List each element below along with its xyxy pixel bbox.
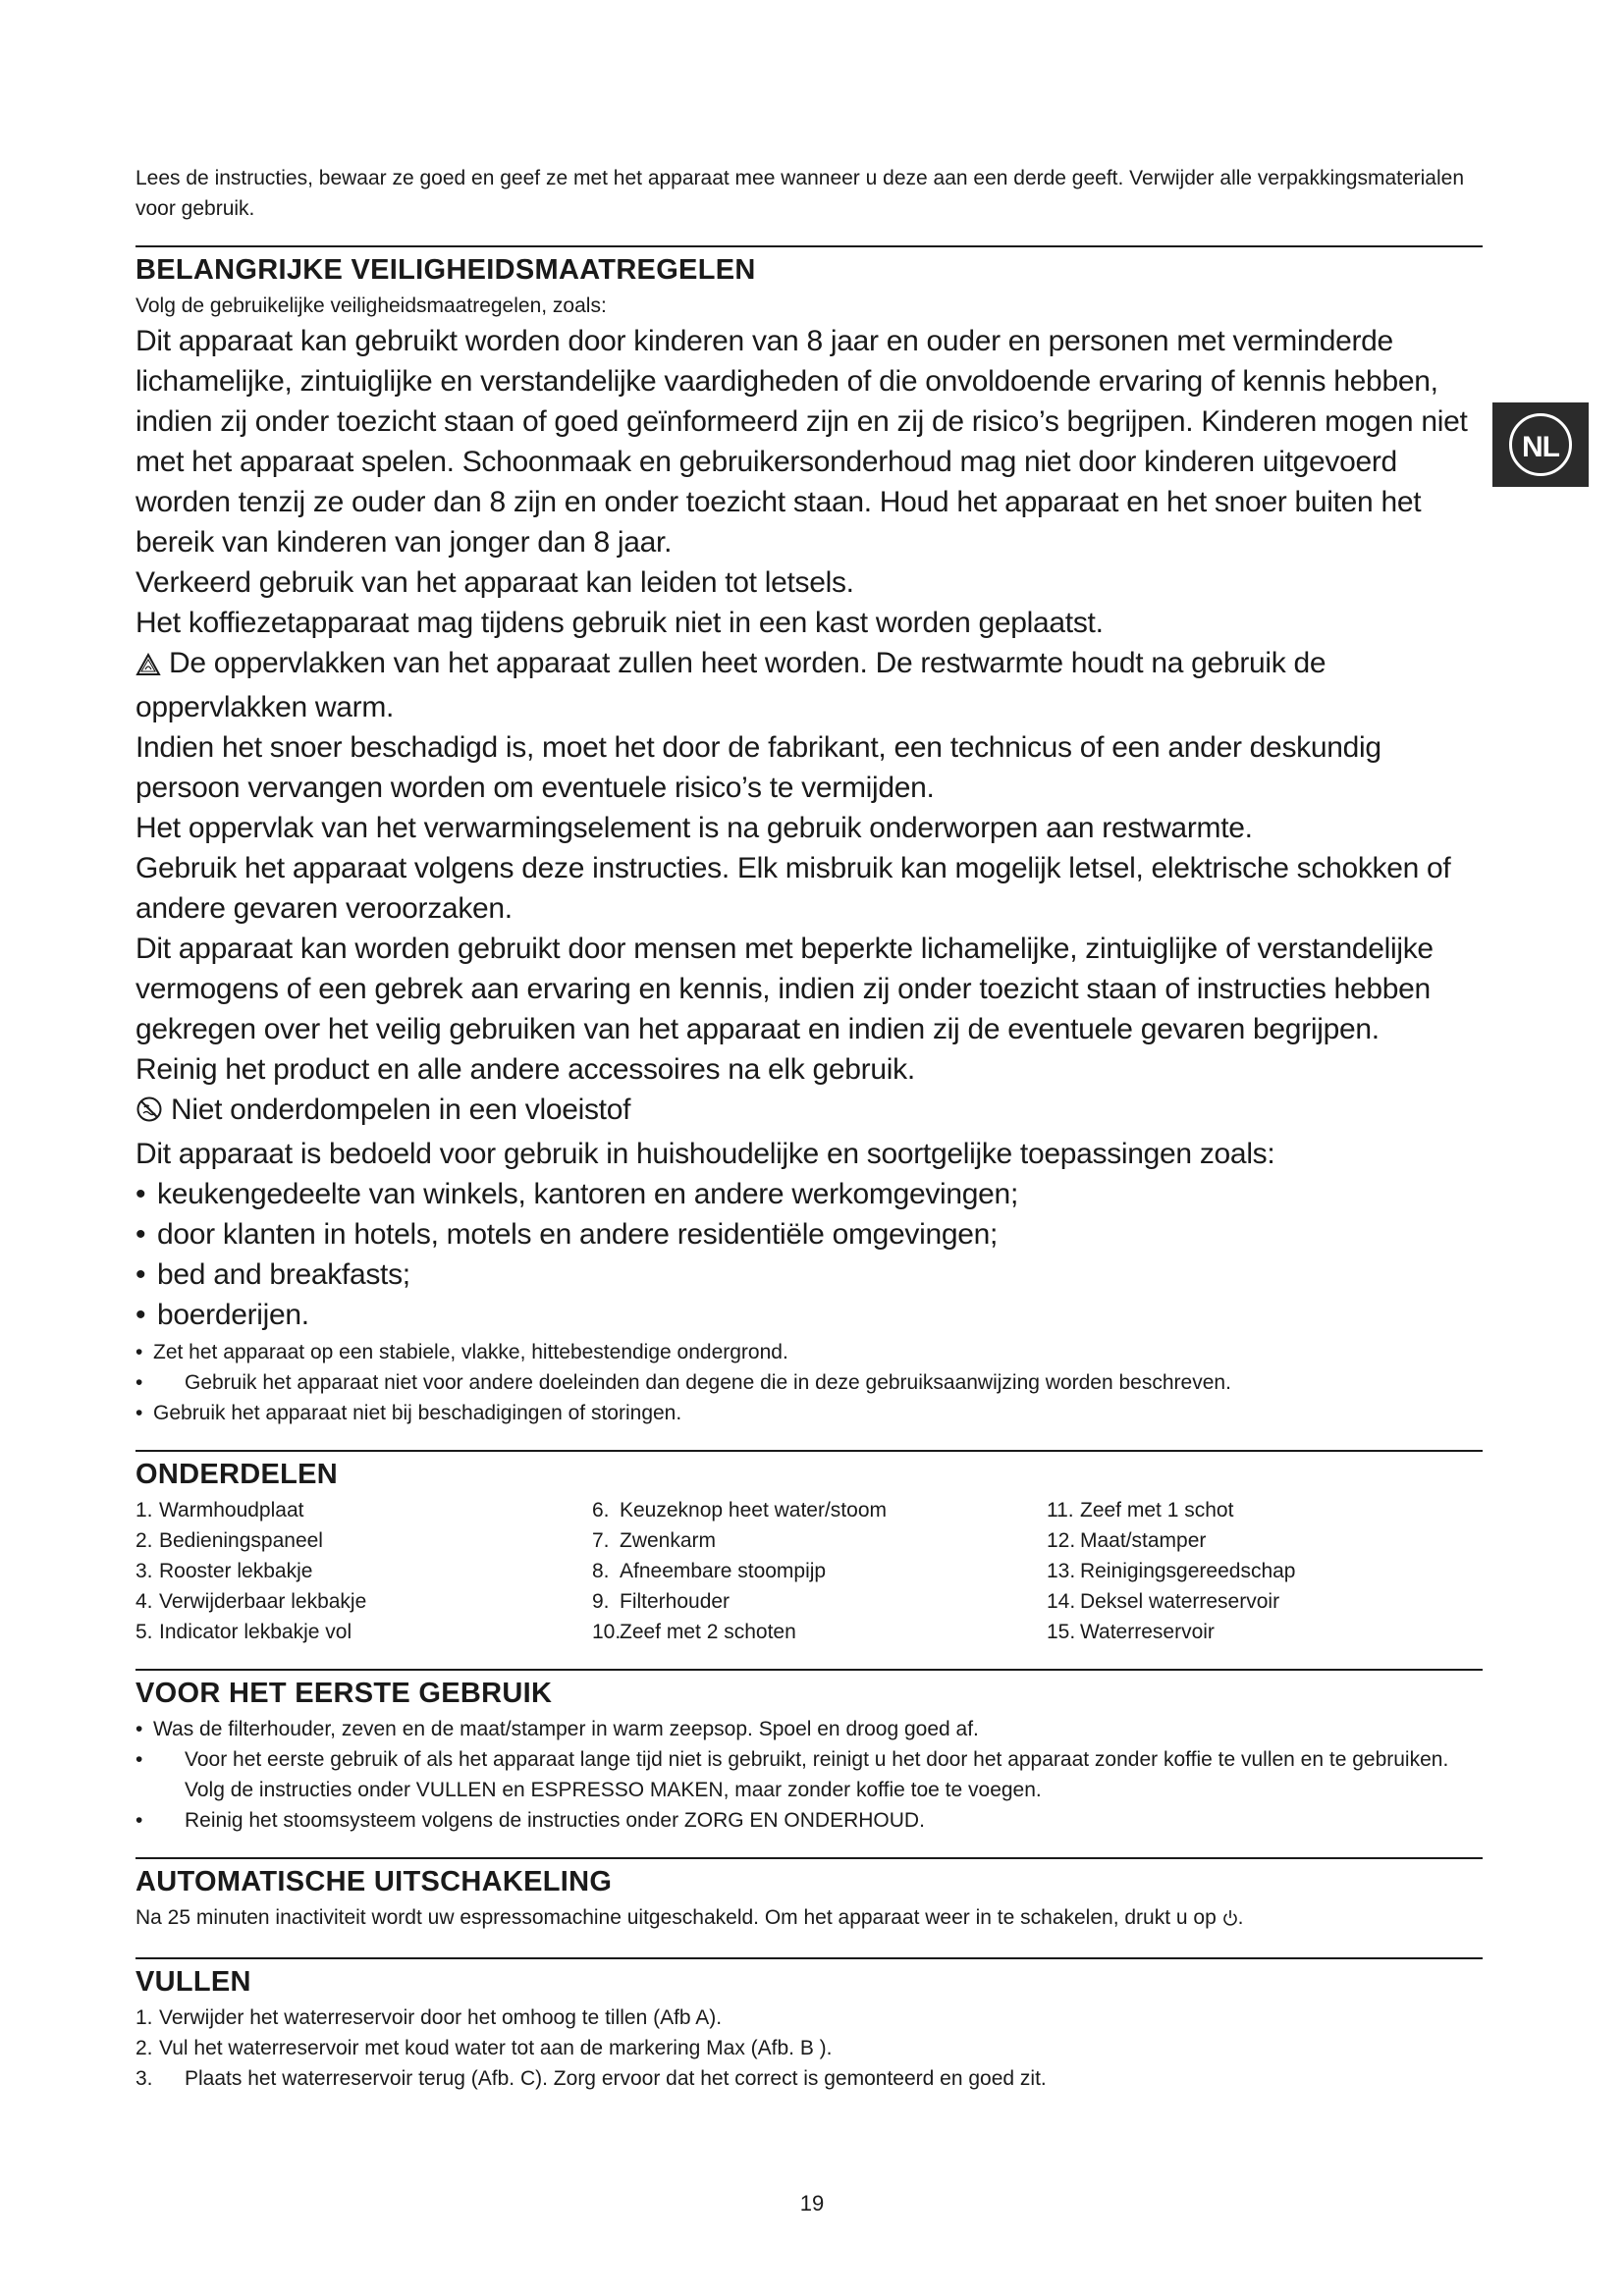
safety-paragraph: Gebruik het apparaat volgens deze instructies. Elk misbruik kan mogelijk letsel, elektrische schokken of andere gevaren veroorzaken.: [135, 852, 1451, 925]
document-page: [135, 163, 1483, 2094]
list-item: 5. Indicator lekbakje vol: [135, 1621, 352, 1643]
parts-column: [592, 1495, 1047, 1647]
list-item: 4. Verwijderbaar lekbakje: [135, 1590, 367, 1613]
language-tab: [1492, 402, 1589, 487]
auto-off-title: AUTOMATISCHE UITSCHAKELING: [135, 1866, 613, 1897]
safety-body: [135, 321, 1483, 1335]
list-item: • Voor het eerste gebruik of als het apparaat lange tijd niet is gebruikt, reinigt u het door het apparaat zonder koffie te vullen en te gebruiken. Volg de instructies onder VULLEN en ESPRESSO MAKEN, maar zonder koffie toe te voegen.: [135, 1744, 1483, 1805]
safety-paragraph: Niet onderdompelen in een vloeistof: [135, 1090, 1483, 1134]
safety-title: BELANGRIJKE VEILIGHEIDSMAATREGELEN: [135, 254, 756, 286]
list-item: • keukengedeelte van winkels, kantoren en andere werkomgevingen;: [135, 1174, 1483, 1214]
list-item: 2. Bedieningspaneel: [135, 1529, 323, 1552]
parts-list: [135, 1495, 1483, 1647]
list-item: • Was de filterhouder, zeven en de maat/stamper in warm zeepsop. Spoel en droog goed af.: [135, 1714, 1483, 1744]
auto-off-text: Na 25 minuten inactiviteit wordt uw espressomachine uitgeschakeld. Om het apparaat weer in te schakelen, drukt u op .: [135, 1902, 1483, 1936]
first-use-title: VOOR HET EERSTE GEBRUIK: [135, 1678, 553, 1709]
safety-paragraph: Het oppervlak van het verwarmingselement is na gebruik onderworpen aan restwarmte.: [135, 812, 1253, 844]
bullet-icon: •: [135, 1718, 143, 1740]
list-item: 1. Warmhoudplaat: [135, 1499, 304, 1522]
list-item: • bed and breakfasts;: [135, 1255, 1483, 1295]
list-item: • Gebruik het apparaat niet voor andere doeleinden dan degene die in deze gebruiksaanwijzing worden beschreven.: [135, 1367, 1483, 1398]
power-icon: [1222, 1905, 1238, 1936]
bullet-icon: •: [135, 1809, 143, 1832]
list-item: • Reinig het stoomsysteem volgens de instructies onder ZORG EN ONDERHOUD.: [135, 1805, 1483, 1836]
safety-paragraph: Indien het snoer beschadigd is, moet het door de fabrikant, een technicus of een ander deskundig persoon vervangen worden om eventuele risico’s te vermijden.: [135, 731, 1381, 804]
parts-column: [135, 1495, 592, 1647]
safety-small-list: [135, 1337, 1483, 1428]
list-item: 9. Filterhouder: [592, 1590, 731, 1613]
bullet-icon: •: [135, 1178, 146, 1210]
list-item: 10. Zeef met 2 schoten: [592, 1621, 796, 1643]
list-item: • door klanten in hotels, motels en andere residentiële omgevingen;: [135, 1214, 1483, 1255]
safety-paragraph: Reinig het product en alle andere accessoires na elk gebruik.: [135, 1053, 915, 1086]
safety-subtitle: Volg de gebruikelijke veiligheidsmaatregelen, zoals:: [135, 294, 607, 317]
safety-paragraph: Dit apparaat is bedoeld voor gebruik in huishoudelijke en soortgelijke toepassingen zoals:: [135, 1138, 1275, 1170]
bullet-icon: •: [135, 1371, 143, 1394]
bullet-icon: •: [135, 1748, 143, 1771]
bullet-icon: •: [135, 1299, 146, 1331]
page-number: 19: [799, 2191, 825, 2216]
bullet-icon: •: [135, 1258, 146, 1291]
list-item: 3. Plaats het waterreservoir terug (Afb. C). Zorg ervoor dat het correct is gemonteerd en goed zit.: [135, 2067, 1047, 2090]
list-item: 14. Deksel waterreservoir: [1047, 1590, 1280, 1613]
list-item: • Zet het apparaat op een stabiele, vlakke, hittebestendige ondergrond.: [135, 1337, 1483, 1367]
list-item: • boerderijen.: [135, 1295, 1483, 1335]
bullet-icon: •: [135, 1218, 146, 1251]
list-item: 3. Rooster lekbakje: [135, 1560, 313, 1582]
list-item: 1. Verwijder het waterreservoir door het omhoog te tillen (Afb A).: [135, 2006, 723, 2029]
fill-list: [135, 2002, 1483, 2094]
safety-paragraph: Dit apparaat kan gebruikt worden door kinderen van 8 jaar en ouder en personen met verminderde lichamelijke, zintuiglijke en verstandelijke vaardigheden of die onvoldoende ervaring of kennis hebben, indien zij onder toezicht staan of goed geïnformeerd zijn en zij de risico’s begrijpen. Kinderen mogen niet met het apparaat spelen. Schoonmaak en gebruikersonderhoud mag niet door kinderen uitgevoerd worden tenzij ze ouder dan 8 zijn en onder toezicht staan. Houd het apparaat en het snoer buiten het bereik van kinderen van jonger dan 8 jaar.: [135, 325, 1468, 559]
do-not-immerse-icon: [135, 1094, 163, 1134]
list-item: 2. Vul het waterreservoir met koud water tot aan de markering Max (Afb. B ).: [135, 2037, 833, 2059]
fill-title: VULLEN: [135, 1966, 251, 1998]
list-item: • Gebruik het apparaat niet bij beschadigingen of storingen.: [135, 1398, 1483, 1428]
bullet-icon: •: [135, 1341, 143, 1363]
bullet-icon: •: [135, 1402, 143, 1424]
safety-paragraph: Het koffiezetapparaat mag tijdens gebruik niet in een kast worden geplaatst.: [135, 607, 1104, 639]
list-item: 15. Waterreservoir: [1047, 1621, 1215, 1643]
language-label: NL: [1509, 413, 1572, 476]
parts-column: [1047, 1495, 1459, 1647]
list-item: 11. Zeef met 1 schot: [1047, 1499, 1234, 1522]
warning-triangle-icon: [135, 647, 161, 687]
safety-paragraph: Verkeerd gebruik van het apparaat kan leiden tot letsels.: [135, 566, 854, 599]
list-item: 12. Maat/stamper: [1047, 1529, 1207, 1552]
list-item: 13. Reinigingsgereedschap: [1047, 1560, 1296, 1582]
list-item: 7. Zwenkarm: [592, 1529, 717, 1552]
list-item: 6. Keuzeknop heet water/stoom: [592, 1499, 887, 1522]
first-use-list: [135, 1714, 1483, 1836]
intro-text: Lees de instructies, bewaar ze goed en geef ze met het apparaat mee wanneer u deze aan een derde geeft. Verwijder alle verpakkingsmaterialen voor gebruik.: [135, 167, 1465, 220]
safety-paragraph: Dit apparaat kan worden gebruikt door mensen met beperkte lichamelijke, zintuiglijke of verstandelijke vermogens of een gebrek aan ervaring en kennis, indien zij onder toezicht staan of instructies hebben gekregen over het veilig gebruiken van het apparaat en indien zij de eventuele gevaren begrijpen.: [135, 933, 1434, 1045]
safety-paragraph: De oppervlakken van het apparaat zullen heet worden. De restwarmte houdt na gebruik de oppervlakken warm.: [135, 647, 1326, 723]
list-item: 8. Afneembare stoompijp: [592, 1560, 827, 1582]
parts-title: ONDERDELEN: [135, 1459, 339, 1490]
